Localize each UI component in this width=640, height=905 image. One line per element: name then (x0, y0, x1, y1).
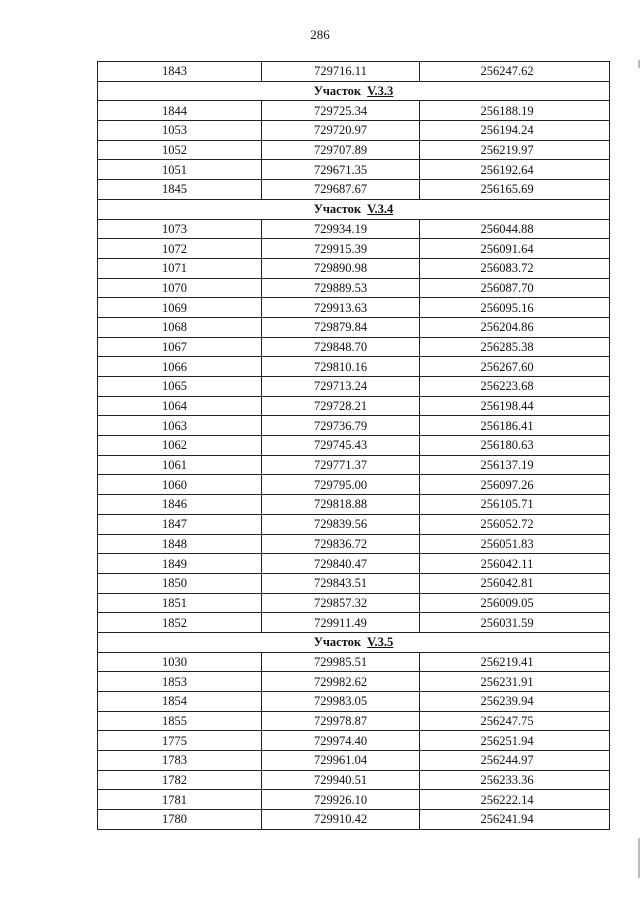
table-row (98, 219, 610, 239)
x-coordinate-cell (262, 416, 420, 436)
x-coordinate-cell (262, 475, 420, 495)
point-number-cell (98, 357, 262, 377)
y-coordinate-cell (420, 278, 610, 298)
x-coordinate-cell (262, 455, 420, 475)
x-coordinate-cell (262, 514, 420, 534)
section-header-cell (98, 81, 610, 101)
x-coordinate-cell-text: 729810.16 (313, 359, 368, 374)
point-number-cell-text: 1782 (162, 773, 187, 788)
y-coordinate-cell-text: 256051.83 (480, 536, 534, 551)
point-number-cell-text: 1854 (162, 694, 187, 709)
point-number-cell (98, 593, 262, 613)
table-row (98, 770, 610, 790)
table-row (98, 239, 610, 259)
x-coordinate-cell (262, 160, 420, 180)
section-label: Участок (313, 202, 362, 217)
point-number-cell-text: 1849 (162, 556, 187, 571)
x-coordinate-cell-text: 729889.53 (313, 280, 368, 295)
y-coordinate-cell-text: 256097.26 (480, 477, 534, 492)
x-coordinate-cell-text: 729713.24 (313, 379, 368, 394)
x-coordinate-cell (262, 62, 420, 82)
x-coordinate-cell-text: 729911.49 (314, 615, 367, 630)
x-coordinate-cell-text: 729839.56 (313, 517, 368, 532)
table-row (98, 357, 610, 377)
point-number-cell (98, 790, 262, 810)
point-number-cell (98, 534, 262, 554)
point-number-cell-text: 1850 (162, 576, 187, 591)
y-coordinate-cell (420, 140, 610, 160)
y-coordinate-cell-text: 256223.68 (480, 379, 534, 394)
y-coordinate-cell-text: 256031.59 (480, 615, 534, 630)
point-number-cell-text: 1052 (162, 143, 187, 158)
y-coordinate-cell (420, 416, 610, 436)
coordinates-table (97, 61, 610, 830)
x-coordinate-cell (262, 258, 420, 278)
point-number-cell-text: 1073 (162, 221, 187, 236)
y-coordinate-cell-text: 256042.11 (480, 556, 534, 571)
x-coordinate-cell-text: 729961.04 (313, 753, 368, 768)
point-number-cell-text: 1775 (162, 733, 187, 748)
y-coordinate-cell-text: 256285.38 (480, 339, 534, 354)
x-coordinate-cell (262, 357, 420, 377)
point-number-cell (98, 62, 262, 82)
y-coordinate-cell-text: 256247.62 (480, 64, 534, 79)
y-coordinate-cell-text: 256219.97 (480, 143, 534, 158)
y-coordinate-cell (420, 396, 610, 416)
y-coordinate-cell-text: 256091.64 (480, 241, 534, 256)
point-number-cell (98, 101, 262, 121)
x-coordinate-cell-text: 729795.00 (313, 477, 368, 492)
x-coordinate-cell (262, 810, 420, 830)
table-row (98, 534, 610, 554)
y-coordinate-cell-text: 256042.81 (480, 576, 534, 591)
table-row (98, 790, 610, 810)
y-coordinate-cell (420, 357, 610, 377)
table-row (98, 810, 610, 830)
x-coordinate-cell (262, 337, 420, 357)
y-coordinate-cell-text: 256244.97 (480, 753, 534, 768)
y-coordinate-cell-text: 256239.94 (480, 694, 534, 709)
table-row (98, 377, 610, 397)
x-coordinate-cell-text: 729771.37 (313, 458, 368, 473)
point-number-cell-text: 1847 (162, 517, 187, 532)
x-coordinate-cell-text: 729848.70 (313, 339, 368, 354)
x-coordinate-cell (262, 298, 420, 318)
y-coordinate-cell (420, 62, 610, 82)
x-coordinate-cell-text: 729736.79 (313, 418, 368, 433)
y-coordinate-cell (420, 514, 610, 534)
point-number-cell-text: 1844 (162, 103, 187, 118)
point-number-cell-text: 1051 (162, 162, 187, 177)
point-number-cell-text: 1030 (162, 654, 187, 669)
x-coordinate-cell (262, 101, 420, 121)
y-coordinate-cell-text: 256095.16 (480, 300, 534, 315)
table-row (98, 160, 610, 180)
table-row (98, 317, 610, 337)
point-number-cell (98, 613, 262, 633)
y-coordinate-cell-text: 256180.63 (480, 438, 534, 453)
x-coordinate-cell-text: 729890.98 (313, 261, 368, 276)
point-number-cell-text: 1066 (162, 359, 187, 374)
x-coordinate-cell (262, 278, 420, 298)
point-number-cell-text: 1843 (162, 64, 187, 79)
x-coordinate-cell (262, 790, 420, 810)
y-coordinate-cell-text: 256009.05 (480, 595, 534, 610)
y-coordinate-cell (420, 534, 610, 554)
y-coordinate-cell (420, 554, 610, 574)
y-coordinate-cell-text: 256194.24 (480, 123, 534, 138)
y-coordinate-cell-text: 256188.19 (480, 103, 534, 118)
x-coordinate-cell-text: 729978.87 (313, 714, 368, 729)
y-coordinate-cell-text: 256219.41 (480, 654, 534, 669)
y-coordinate-cell-text: 256267.60 (480, 359, 534, 374)
table-row (98, 140, 610, 160)
y-coordinate-cell (420, 455, 610, 475)
point-number-cell (98, 751, 262, 771)
point-number-cell-text: 1781 (162, 792, 187, 807)
point-number-cell (98, 731, 262, 751)
x-coordinate-cell (262, 396, 420, 416)
point-number-cell (98, 258, 262, 278)
point-number-cell (98, 337, 262, 357)
point-number-cell (98, 416, 262, 436)
y-coordinate-cell-text: 256044.88 (480, 221, 534, 236)
y-coordinate-cell (420, 475, 610, 495)
x-coordinate-cell (262, 731, 420, 751)
section-header-row (98, 632, 610, 652)
table-row (98, 711, 610, 731)
table-row (98, 593, 610, 613)
section-code: V.3.4 (367, 202, 394, 217)
point-number-cell (98, 121, 262, 141)
y-coordinate-cell (420, 790, 610, 810)
section-label: Участок (313, 84, 362, 99)
x-coordinate-cell-text: 729913.63 (313, 300, 368, 315)
x-coordinate-cell-text: 729671.35 (313, 162, 368, 177)
table-row (98, 495, 610, 515)
table-row (98, 121, 610, 141)
x-coordinate-cell-text: 729983.05 (313, 694, 368, 709)
point-number-cell-text: 1069 (162, 300, 187, 315)
x-coordinate-cell-text: 729910.42 (313, 812, 368, 827)
y-coordinate-cell (420, 317, 610, 337)
point-number-cell-text: 1072 (162, 241, 187, 256)
y-coordinate-cell-text: 256222.14 (480, 792, 534, 807)
x-coordinate-cell (262, 219, 420, 239)
y-coordinate-cell (420, 810, 610, 830)
y-coordinate-cell-text: 256192.64 (480, 162, 534, 177)
y-coordinate-cell-text: 256204.86 (480, 320, 534, 335)
x-coordinate-cell (262, 711, 420, 731)
y-coordinate-cell-text: 256251.94 (480, 733, 534, 748)
y-coordinate-cell (420, 770, 610, 790)
point-number-cell (98, 298, 262, 318)
x-coordinate-cell (262, 652, 420, 672)
point-number-cell-text: 1846 (162, 497, 187, 512)
y-coordinate-cell-text: 256083.72 (480, 261, 534, 276)
point-number-cell-text: 1851 (162, 595, 187, 610)
table-row (98, 436, 610, 456)
x-coordinate-cell-text: 729982.62 (313, 674, 368, 689)
point-number-cell (98, 573, 262, 593)
y-coordinate-cell-text: 256052.72 (480, 517, 534, 532)
y-coordinate-cell (420, 160, 610, 180)
point-number-cell-text: 1780 (162, 812, 187, 827)
y-coordinate-cell-text: 256198.44 (480, 399, 534, 414)
y-coordinate-cell-text: 256087.70 (480, 280, 534, 295)
y-coordinate-cell (420, 711, 610, 731)
y-coordinate-cell-text: 256186.41 (480, 418, 534, 433)
x-coordinate-cell (262, 180, 420, 200)
x-coordinate-cell (262, 534, 420, 554)
point-number-cell (98, 514, 262, 534)
table-row (98, 672, 610, 692)
point-number-cell-text: 1848 (162, 536, 187, 551)
point-number-cell (98, 239, 262, 259)
table-row (98, 751, 610, 771)
point-number-cell (98, 672, 262, 692)
point-number-cell (98, 495, 262, 515)
section-code: V.3.5 (367, 635, 394, 650)
section-header-row (98, 81, 610, 101)
y-coordinate-cell (420, 672, 610, 692)
table-row (98, 455, 610, 475)
x-coordinate-cell (262, 751, 420, 771)
coordinates-table-body (98, 62, 610, 830)
y-coordinate-cell (420, 219, 610, 239)
x-coordinate-cell-text: 729879.84 (313, 320, 368, 335)
x-coordinate-cell (262, 573, 420, 593)
table-row (98, 652, 610, 672)
table-row (98, 278, 610, 298)
point-number-cell (98, 652, 262, 672)
x-coordinate-cell-text: 729745.43 (313, 438, 368, 453)
y-coordinate-cell-text: 256241.94 (480, 812, 534, 827)
table-row (98, 396, 610, 416)
x-coordinate-cell-text: 729934.19 (313, 221, 368, 236)
point-number-cell (98, 278, 262, 298)
point-number-cell (98, 436, 262, 456)
y-coordinate-cell (420, 101, 610, 121)
x-coordinate-cell-text: 729985.51 (313, 654, 368, 669)
x-coordinate-cell-text: 729843.51 (313, 576, 368, 591)
table-row (98, 337, 610, 357)
x-coordinate-cell (262, 436, 420, 456)
y-coordinate-cell (420, 495, 610, 515)
y-coordinate-cell-text: 256233.36 (480, 773, 534, 788)
y-coordinate-cell-text: 256137.19 (480, 458, 534, 473)
y-coordinate-cell (420, 652, 610, 672)
y-coordinate-cell (420, 298, 610, 318)
point-number-cell (98, 317, 262, 337)
table-row (98, 514, 610, 534)
point-number-cell-text: 1845 (162, 182, 187, 197)
table-row (98, 475, 610, 495)
point-number-cell-text: 1071 (162, 261, 187, 276)
point-number-cell (98, 711, 262, 731)
table-row (98, 101, 610, 121)
y-coordinate-cell (420, 258, 610, 278)
point-number-cell-text: 1061 (162, 458, 187, 473)
point-number-cell (98, 554, 262, 574)
x-coordinate-cell (262, 121, 420, 141)
table-row (98, 416, 610, 436)
x-coordinate-cell-text: 729725.34 (313, 103, 368, 118)
y-coordinate-cell-text: 256105.71 (480, 497, 534, 512)
x-coordinate-cell (262, 377, 420, 397)
x-coordinate-cell-text: 729857.32 (313, 595, 368, 610)
point-number-cell (98, 810, 262, 830)
table-row (98, 554, 610, 574)
table-row (98, 180, 610, 200)
y-coordinate-cell (420, 751, 610, 771)
point-number-cell-text: 1070 (162, 280, 187, 295)
y-coordinate-cell (420, 692, 610, 712)
x-coordinate-cell (262, 672, 420, 692)
point-number-cell (98, 692, 262, 712)
x-coordinate-cell (262, 613, 420, 633)
y-coordinate-cell (420, 731, 610, 751)
table-row (98, 731, 610, 751)
y-coordinate-cell (420, 337, 610, 357)
table-row (98, 692, 610, 712)
point-number-cell (98, 180, 262, 200)
point-number-cell-text: 1852 (162, 615, 187, 630)
x-coordinate-cell-text: 729687.67 (313, 182, 368, 197)
table-row (98, 613, 610, 633)
point-number-cell-text: 1053 (162, 123, 187, 138)
table-row (98, 298, 610, 318)
point-number-cell-text: 1065 (162, 379, 187, 394)
x-coordinate-cell-text: 729915.39 (313, 241, 368, 256)
point-number-cell-text: 1063 (162, 418, 187, 433)
x-coordinate-cell (262, 495, 420, 515)
y-coordinate-cell-text: 256165.69 (480, 182, 534, 197)
point-number-cell-text: 1064 (162, 399, 187, 414)
section-header-cell (98, 199, 610, 219)
section-header-row (98, 199, 610, 219)
x-coordinate-cell-text: 729728.21 (313, 399, 368, 414)
x-coordinate-cell-text: 729716.11 (314, 64, 367, 79)
section-code: V.3.3 (367, 84, 394, 99)
page-number: 286 (310, 27, 330, 42)
table-row (98, 258, 610, 278)
x-coordinate-cell-text: 729707.89 (313, 143, 368, 158)
x-coordinate-cell (262, 239, 420, 259)
y-coordinate-cell-text: 256231.91 (480, 674, 534, 689)
point-number-cell (98, 140, 262, 160)
point-number-cell-text: 1853 (162, 674, 187, 689)
point-number-cell-text: 1783 (162, 753, 187, 768)
point-number-cell-text: 1060 (162, 477, 187, 492)
x-coordinate-cell (262, 593, 420, 613)
x-coordinate-cell (262, 140, 420, 160)
point-number-cell-text: 1067 (162, 339, 187, 354)
point-number-cell-text: 1855 (162, 714, 187, 729)
x-coordinate-cell (262, 317, 420, 337)
point-number-cell (98, 219, 262, 239)
x-coordinate-cell-text: 729818.88 (313, 497, 368, 512)
x-coordinate-cell-text: 729840.47 (313, 556, 368, 571)
y-coordinate-cell (420, 180, 610, 200)
x-coordinate-cell-text: 729720.97 (313, 123, 368, 138)
y-coordinate-cell (420, 239, 610, 259)
y-coordinate-cell (420, 593, 610, 613)
x-coordinate-cell-text: 729974.40 (313, 733, 368, 748)
y-coordinate-cell (420, 613, 610, 633)
x-coordinate-cell (262, 770, 420, 790)
point-number-cell (98, 475, 262, 495)
y-coordinate-cell-text: 256247.75 (480, 714, 534, 729)
y-coordinate-cell (420, 436, 610, 456)
point-number-cell-text: 1068 (162, 320, 187, 335)
y-coordinate-cell (420, 121, 610, 141)
x-coordinate-cell-text: 729940.51 (313, 773, 368, 788)
point-number-cell (98, 455, 262, 475)
y-coordinate-cell (420, 573, 610, 593)
point-number-cell (98, 160, 262, 180)
x-coordinate-cell-text: 729836.72 (313, 536, 368, 551)
x-coordinate-cell-text: 729926.10 (313, 792, 368, 807)
section-header-cell (98, 632, 610, 652)
x-coordinate-cell (262, 692, 420, 712)
point-number-cell (98, 770, 262, 790)
point-number-cell (98, 377, 262, 397)
point-number-cell (98, 396, 262, 416)
table-row (98, 62, 610, 82)
section-label: Участок (313, 635, 362, 650)
y-coordinate-cell (420, 377, 610, 397)
point-number-cell-text: 1062 (162, 438, 187, 453)
table-row (98, 573, 610, 593)
x-coordinate-cell (262, 554, 420, 574)
